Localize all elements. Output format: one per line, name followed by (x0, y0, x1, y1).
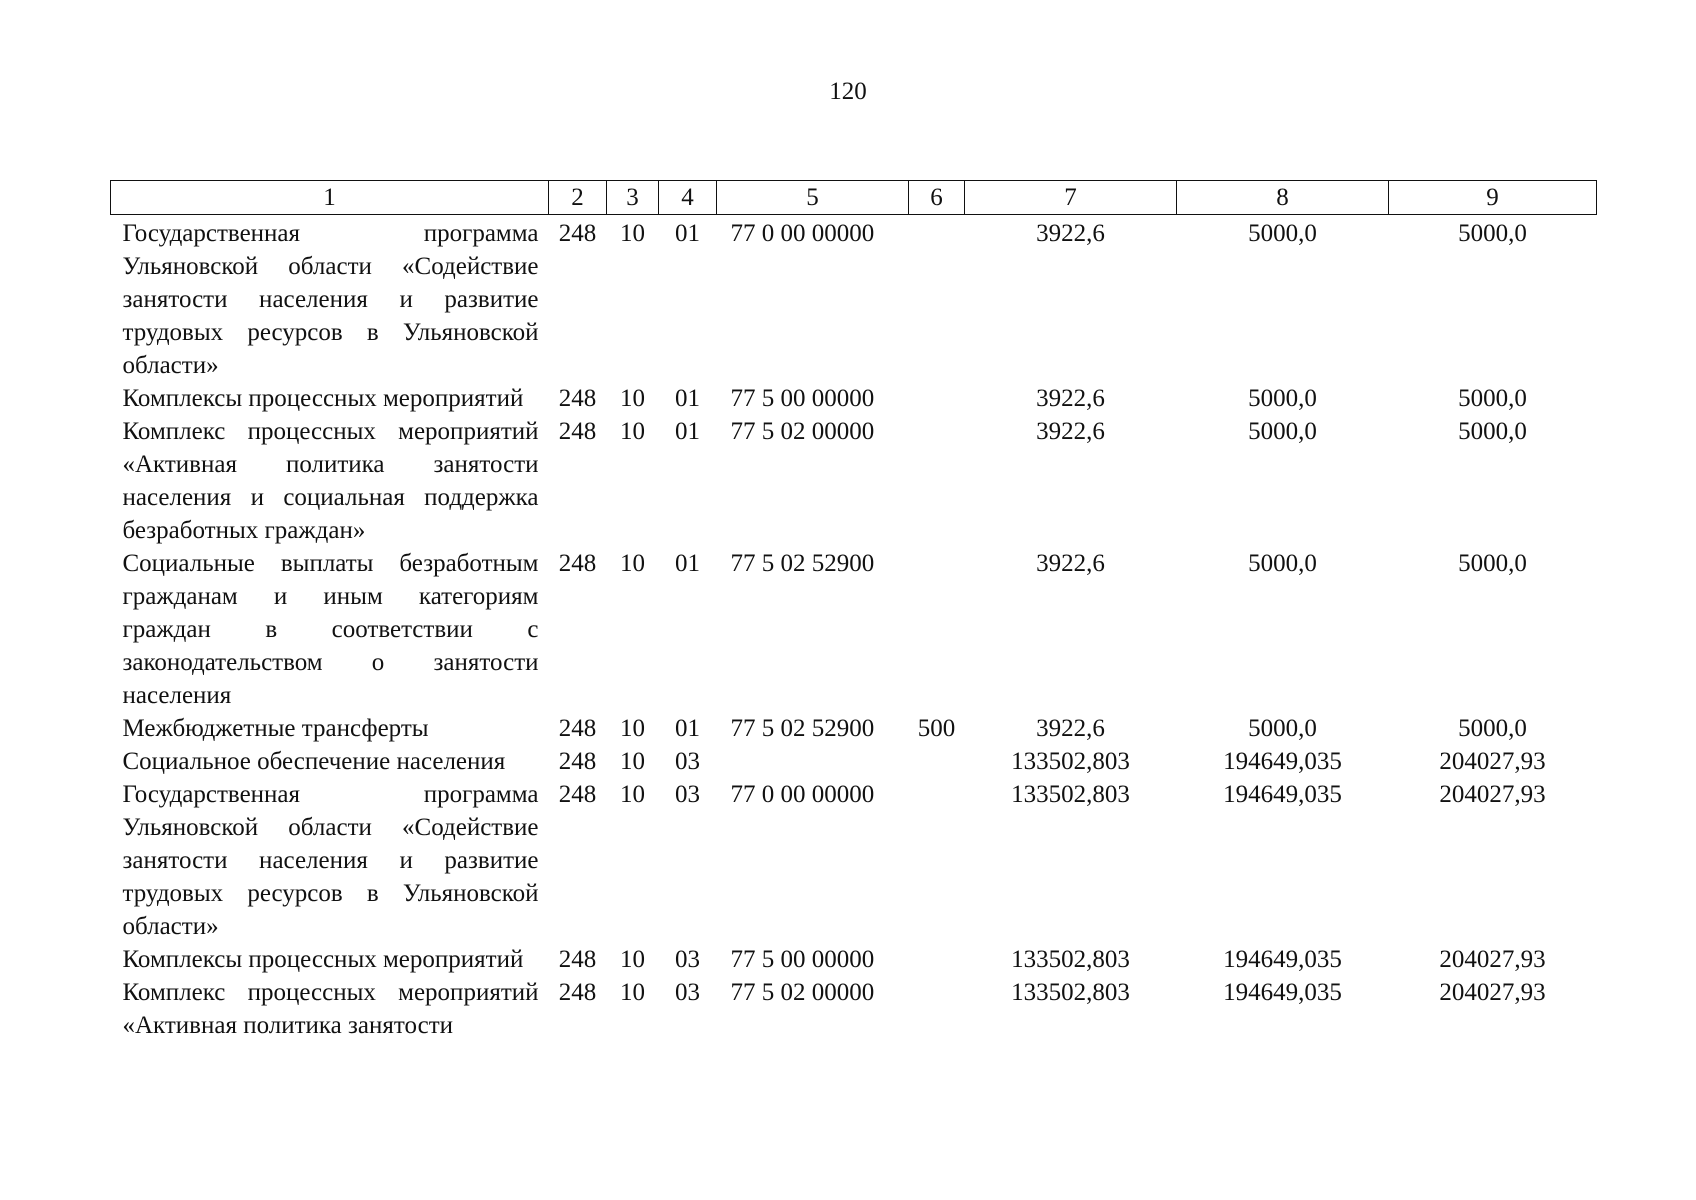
table-row (111, 547, 1597, 712)
row-name: Комплекс процессных мероприятий «Активная политика занятости населения и социальная поддержка безработных граждан» (122, 418, 539, 544)
table-header (111, 181, 1597, 215)
row-col-5: 77 0 00 00000 (730, 781, 875, 808)
row-name: Межбюджетные трансферты (122, 715, 429, 742)
row-name: Социальное обеспечение населения (122, 748, 506, 775)
row-col-9: 5000,0 (1458, 220, 1527, 247)
row-col-3: 10 (620, 748, 645, 775)
row-col-5: 77 5 00 00000 (730, 385, 875, 412)
row-col-8: 5000,0 (1248, 220, 1317, 247)
row-col-7: 3922,6 (1036, 550, 1105, 577)
row-col-4: 03 (675, 781, 700, 808)
table-row (111, 778, 1597, 943)
row-col-4: 01 (675, 385, 700, 412)
row-col-8: 5000,0 (1248, 385, 1317, 412)
header-col-3: 3 (607, 181, 659, 215)
row-col-9: 5000,0 (1458, 385, 1527, 412)
row-col-7: 133502,803 (1011, 781, 1130, 808)
row-col-6 (909, 382, 965, 415)
header-col-6: 6 (909, 181, 965, 215)
row-col-3: 10 (620, 946, 645, 973)
row-col-4: 01 (675, 715, 700, 742)
row-col-5: 77 0 00 00000 (730, 220, 875, 247)
row-col-9: 204027,93 (1439, 979, 1546, 1006)
row-col-6 (909, 778, 965, 943)
row-col-4: 01 (675, 418, 700, 445)
row-col-8: 194649,035 (1223, 979, 1342, 1006)
header-col-5: 5 (717, 181, 909, 215)
row-name: Комплексы процессных мероприятий (122, 385, 524, 412)
row-col-4: 01 (675, 220, 700, 247)
table-row (111, 745, 1597, 778)
row-col-9: 5000,0 (1458, 715, 1527, 742)
row-col-8: 5000,0 (1248, 715, 1317, 742)
row-col-5: 77 5 02 00000 (730, 979, 875, 1006)
table-row (111, 943, 1597, 976)
header-col-2: 2 (549, 181, 607, 215)
row-col-4: 03 (675, 979, 700, 1006)
row-col-4: 01 (675, 550, 700, 577)
row-col-5: 77 5 02 52900 (730, 550, 875, 577)
row-col-2: 248 (558, 979, 597, 1006)
row-col-8: 194649,035 (1223, 748, 1342, 775)
table-row (111, 976, 1597, 1042)
row-col-2: 248 (558, 748, 597, 775)
row-name: Государственная программа Ульяновской области «Содействие занятости населения и развитие трудовых ресурсов в Ульяновской области» (122, 781, 539, 940)
row-col-8: 194649,035 (1223, 781, 1342, 808)
row-col-6 (909, 745, 965, 778)
row-col-5: 77 5 02 00000 (730, 418, 875, 445)
row-col-7: 3922,6 (1036, 418, 1105, 445)
row-name: Социальные выплаты безработным гражданам и иным категориям граждан в соответствии с законодательством о занятости населения (122, 550, 539, 709)
header-col-4: 4 (659, 181, 717, 215)
row-col-6 (909, 943, 965, 976)
row-col-4: 03 (675, 946, 700, 973)
row-col-9: 204027,93 (1439, 748, 1546, 775)
row-col-7: 3922,6 (1036, 220, 1105, 247)
header-col-9: 9 (1389, 181, 1597, 215)
row-col-6 (909, 547, 965, 712)
row-col-3: 10 (620, 418, 645, 445)
row-name: Государственная программа Ульяновской области «Содействие занятости населения и развитие трудовых ресурсов в Ульяновской области» (122, 220, 539, 379)
row-col-2: 248 (558, 781, 597, 808)
row-col-9: 5000,0 (1458, 418, 1527, 445)
row-col-8: 194649,035 (1223, 946, 1342, 973)
row-col-3: 10 (620, 979, 645, 1006)
row-col-9: 204027,93 (1439, 781, 1546, 808)
row-col-2: 248 (558, 418, 597, 445)
header-col-7: 7 (965, 181, 1177, 215)
row-col-3: 10 (620, 781, 645, 808)
row-col-2: 248 (558, 946, 597, 973)
row-col-8: 5000,0 (1248, 418, 1317, 445)
row-col-7: 3922,6 (1036, 385, 1105, 412)
row-col-3: 10 (620, 220, 645, 247)
row-col-4: 03 (675, 748, 700, 775)
row-col-2: 248 (558, 550, 597, 577)
row-col-7: 133502,803 (1011, 748, 1130, 775)
row-col-3: 10 (620, 385, 645, 412)
header-col-1: 1 (111, 181, 549, 215)
row-col-8: 5000,0 (1248, 550, 1317, 577)
row-col-6: 500 (917, 715, 956, 742)
row-col-9: 5000,0 (1458, 550, 1527, 577)
row-col-3: 10 (620, 550, 645, 577)
header-row (111, 181, 1597, 215)
row-col-5: 77 5 02 52900 (730, 715, 875, 742)
row-col-6 (909, 976, 965, 1042)
row-col-7: 133502,803 (1011, 946, 1130, 973)
budget-table (110, 180, 1597, 1042)
row-name: Комплексы процессных мероприятий (122, 946, 524, 973)
row-col-6 (909, 415, 965, 547)
page-number: 120 (829, 78, 867, 105)
table-row (111, 382, 1597, 415)
header-col-8: 8 (1177, 181, 1389, 215)
table-body (111, 215, 1597, 1043)
row-col-7: 3922,6 (1036, 715, 1105, 742)
row-col-2: 248 (558, 715, 597, 742)
row-name: Комплекс процессных мероприятий «Активная политика занятости (122, 979, 539, 1039)
row-col-5: 77 5 00 00000 (730, 946, 875, 973)
row-col-2: 248 (558, 220, 597, 247)
table-row (111, 415, 1597, 547)
row-col-2: 248 (558, 385, 597, 412)
row-col-5 (717, 745, 909, 778)
row-col-3: 10 (620, 715, 645, 742)
row-col-9: 204027,93 (1439, 946, 1546, 973)
table-row (111, 215, 1597, 383)
row-col-7: 133502,803 (1011, 979, 1130, 1006)
row-col-6 (909, 215, 965, 383)
table-row (111, 712, 1597, 745)
